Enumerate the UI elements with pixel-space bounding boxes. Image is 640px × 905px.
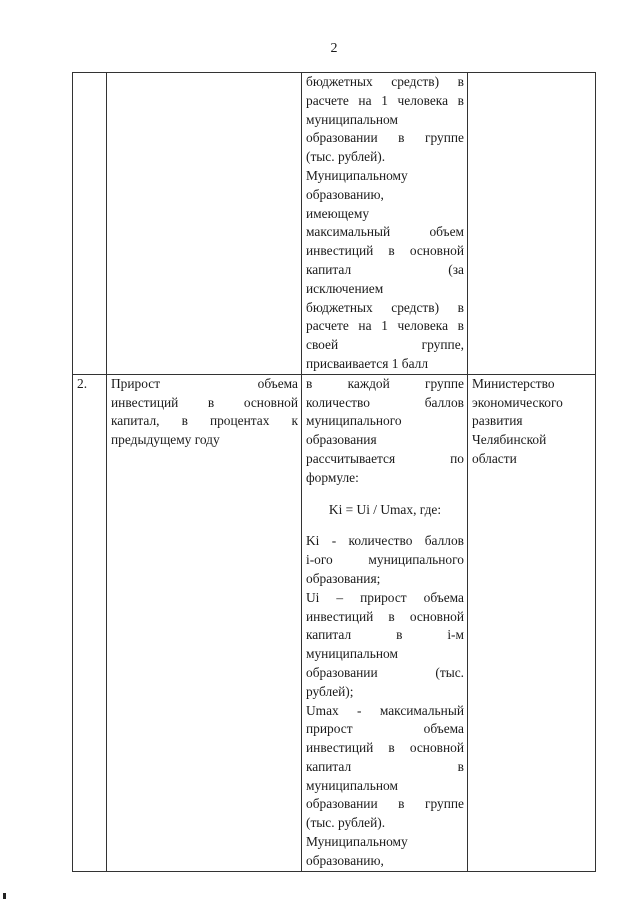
table-row-2 — [73, 374, 596, 871]
method-text — [306, 73, 464, 374]
text-line: предыдущему году — [111, 432, 220, 448]
text-line: инвестиций в основной — [306, 740, 464, 756]
text-line: бюджетных средств) в — [306, 74, 464, 89]
text-line: Ki - количество баллов — [306, 533, 464, 549]
text-line: образованию, — [306, 186, 384, 202]
text-line: (тыс. рублей). — [306, 149, 386, 165]
method-text-definitions — [306, 532, 464, 870]
text-line: образованию, — [306, 852, 384, 868]
text-line: рассчитывается по — [306, 450, 464, 466]
source-cell — [468, 374, 596, 871]
text-line: инвестиций в основной — [306, 608, 464, 624]
text-line: образовании в группе — [306, 130, 464, 146]
source-text — [472, 375, 592, 469]
text-line: капитал, в процентах к — [111, 413, 298, 429]
source-cell — [468, 73, 596, 375]
method-text-intro — [306, 375, 464, 488]
text-line: прирост объема — [306, 721, 464, 737]
text-line: области — [472, 450, 517, 466]
table-row-1-continued — [73, 73, 596, 375]
scan-mark — [3, 893, 6, 899]
text-line: (тыс. рублей). — [306, 815, 386, 831]
text-line: количество баллов — [306, 394, 464, 410]
row-number-cell — [73, 73, 107, 375]
text-line: муниципального — [306, 413, 402, 429]
text-line: расчете на 1 человека в — [306, 318, 464, 334]
text-line: развития — [472, 413, 523, 429]
text-line: муниципальном — [306, 111, 398, 127]
text-line: образования — [306, 432, 377, 448]
text-line: формуле: — [306, 469, 359, 485]
text-line: имеющему — [306, 205, 370, 221]
text-line: образовании в группе — [306, 796, 464, 812]
indicator-name-cell — [107, 374, 302, 871]
text-line: Муниципальному — [306, 167, 408, 183]
method-cell — [302, 73, 468, 375]
text-line: Ui – прирост объема — [306, 589, 464, 605]
text-line: рублей); — [306, 683, 354, 699]
text-line: в каждой группе — [306, 375, 464, 391]
text-line: Муниципальному — [306, 834, 408, 850]
text-line: муниципальном — [306, 646, 398, 662]
text-line: капитал в i-м — [306, 627, 464, 643]
text-line: расчете на 1 человека в — [306, 92, 464, 108]
text-line: максимальный объем — [306, 224, 464, 240]
text-line: Челябинской — [472, 432, 547, 448]
text-line: Umax - максимальный — [306, 702, 464, 718]
text-line: Прирост объема — [111, 375, 298, 391]
text-line: экономического — [472, 394, 563, 410]
text-line: исключением — [306, 280, 384, 296]
text-line: Министерство — [472, 375, 555, 391]
text-line: инвестиций в основной — [306, 243, 464, 259]
text-line: образования; — [306, 570, 381, 586]
text-line: бюджетных средств) в — [306, 299, 464, 315]
text-line: своей группе, — [306, 337, 464, 353]
text-line: i-ого муниципального — [306, 552, 464, 568]
indicator-table — [72, 72, 596, 872]
text-line: муниципальном — [306, 777, 398, 793]
indicator-name-text — [111, 375, 298, 450]
text-line: образовании (тыс. — [306, 664, 464, 680]
indicator-name-cell — [107, 73, 302, 375]
page-number: 2 — [330, 41, 338, 56]
text-line: капитал (за — [306, 261, 464, 277]
text-line: присваивается 1 балл — [306, 355, 429, 371]
text-line: инвестиций в основной — [111, 394, 298, 410]
text-line: капитал в — [306, 758, 464, 774]
method-cell — [302, 374, 468, 871]
formula: Ki = Ui / Umax, где: — [328, 501, 442, 517]
row-number-cell: 2. — [73, 374, 107, 871]
